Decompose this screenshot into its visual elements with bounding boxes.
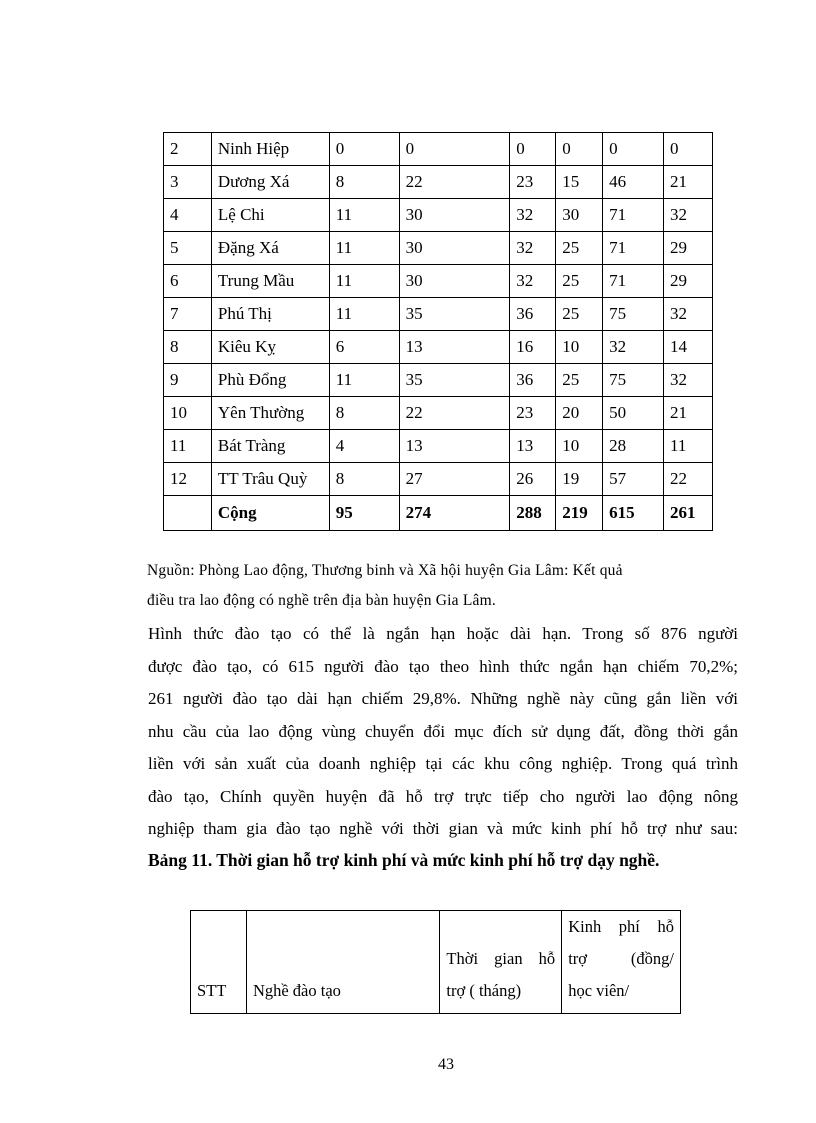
table-cell: Trung Mầu (211, 265, 329, 298)
table-cell: 20 (556, 397, 603, 430)
table-cell: 22 (399, 166, 510, 199)
table-cell: 11 (329, 199, 399, 232)
table-cell: 0 (556, 133, 603, 166)
table-cell: 0 (510, 133, 556, 166)
table-cell: 75 (603, 364, 664, 397)
table-cell: 11 (329, 265, 399, 298)
table-cell: 19 (556, 463, 603, 496)
paragraph-line: đào tạo, Chính quyền huyện đã hỗ trợ trực tiếp cho người lao động nông (148, 787, 738, 806)
table-cell: 71 (603, 265, 664, 298)
table-cell: 5 (164, 232, 212, 265)
table-row (164, 397, 713, 430)
table-row (164, 298, 713, 331)
table-cell: 0 (399, 133, 510, 166)
table-cell: 25 (556, 265, 603, 298)
table-cell: 8 (329, 463, 399, 496)
table-cell (164, 496, 212, 531)
table-row (164, 232, 713, 265)
table-row (164, 430, 713, 463)
table-11-title: Bảng 11. Thời gian hỗ trợ kinh phí và mức kinh phí hỗ trợ dạy nghề. (148, 850, 660, 870)
paragraph-line: được đào tạo, có 615 người đào tạo theo hình thức ngắn hạn chiếm 70,2%; (148, 657, 738, 676)
table-cell: 25 (556, 298, 603, 331)
table-cell: 6 (329, 331, 399, 364)
table-cell: 29 (664, 265, 713, 298)
table-cell: 36 (510, 298, 556, 331)
table-cell: 22 (399, 397, 510, 430)
table-cell: 14 (664, 331, 713, 364)
table-cell: 46 (603, 166, 664, 199)
header-training-occupation: Nghề đào tạo (246, 911, 439, 1014)
table-cell: 23 (510, 397, 556, 430)
table-cell: 0 (603, 133, 664, 166)
table-cell: 30 (399, 265, 510, 298)
table-cell: 32 (510, 199, 556, 232)
table-cell: 274 (399, 496, 510, 531)
table-cell: 0 (664, 133, 713, 166)
table-cell: 13 (510, 430, 556, 463)
labor-training-table (163, 132, 713, 531)
table-cell: 25 (556, 232, 603, 265)
table-cell: 6 (164, 265, 212, 298)
table-cell: 7 (164, 298, 212, 331)
paragraph-line: nhu cầu của lao động vùng chuyển đổi mục đích sử dụng đất, đồng thời gắn (148, 722, 738, 741)
table-cell: 23 (510, 166, 556, 199)
paragraph-line: Hình thức đào tạo có thể là ngắn hạn hoặc dài hạn. Trong số 876 người (148, 624, 738, 643)
table-cell: 4 (164, 199, 212, 232)
table-cell: 0 (329, 133, 399, 166)
table-cell: 75 (603, 298, 664, 331)
table-cell: 21 (664, 397, 713, 430)
table-cell: 32 (664, 199, 713, 232)
table-cell: 11 (329, 364, 399, 397)
table-cell: 8 (329, 166, 399, 199)
table-cell: 32 (664, 298, 713, 331)
table-cell: 21 (664, 166, 713, 199)
table-row (164, 331, 713, 364)
table-cell: 3 (164, 166, 212, 199)
table-cell: Yên Thường (211, 397, 329, 430)
table-row (164, 265, 713, 298)
table-cell: 22 (664, 463, 713, 496)
table-cell: 11 (164, 430, 212, 463)
source-note-line-2: điều tra lao động có nghề trên địa bàn huyện Gia Lâm. (147, 592, 496, 609)
table-cell: 50 (603, 397, 664, 430)
table-cell: 11 (329, 232, 399, 265)
table-cell: 10 (164, 397, 212, 430)
table-header-row (191, 911, 681, 1014)
table-cell: 30 (556, 199, 603, 232)
table-cell: 29 (664, 232, 713, 265)
paragraph-line: liền với sản xuất của doanh nghiệp tại các khu công nghiệp. Trong quá trình (148, 754, 738, 773)
source-note-line-1: Nguồn: Phòng Lao động, Thương binh và Xã hội huyện Gia Lâm: Kết quả (147, 562, 623, 579)
table-cell: 71 (603, 199, 664, 232)
table-cell: Phù Đổng (211, 364, 329, 397)
table-cell: TT Trâu Quỳ (211, 463, 329, 496)
table-cell: 57 (603, 463, 664, 496)
table-cell: Dương Xá (211, 166, 329, 199)
labor-training-table-body (164, 133, 713, 531)
table-cell: 261 (664, 496, 713, 531)
table-cell: Phú Thị (211, 298, 329, 331)
table-cell: 11 (329, 298, 399, 331)
table-cell: Lệ Chi (211, 199, 329, 232)
table-cell: Bát Tràng (211, 430, 329, 463)
table-cell: 26 (510, 463, 556, 496)
table-cell: 4 (329, 430, 399, 463)
table-row (164, 166, 713, 199)
table-cell: 28 (603, 430, 664, 463)
table-cell: 8 (329, 397, 399, 430)
table-cell: Ninh Hiệp (211, 133, 329, 166)
table-cell: 71 (603, 232, 664, 265)
table-cell: Đặng Xá (211, 232, 329, 265)
table-cell: 615 (603, 496, 664, 531)
table-cell: 32 (510, 265, 556, 298)
table-row (164, 364, 713, 397)
table-cell: 11 (664, 430, 713, 463)
support-cost-table (190, 910, 681, 1014)
table-row (164, 199, 713, 232)
header-stt: STT (191, 911, 247, 1014)
table-cell: 10 (556, 430, 603, 463)
table-cell: 12 (164, 463, 212, 496)
table-cell: 36 (510, 364, 556, 397)
table-cell: 10 (556, 331, 603, 364)
header-support-duration: Thời gian hỗ trợ ( tháng) (440, 911, 562, 1014)
page-number: 43 (438, 1056, 454, 1073)
paragraph-line: nghiệp tham gia đào tạo nghề với thời gian và mức kinh phí hỗ trợ như sau: (148, 819, 738, 838)
table-cell: 288 (510, 496, 556, 531)
header-support-cost: Kinh phí hỗ trợ (đồng/ học viên/ (562, 911, 681, 1014)
table-cell: 8 (164, 331, 212, 364)
table-cell: 30 (399, 232, 510, 265)
table-cell: 32 (664, 364, 713, 397)
table-cell: 15 (556, 166, 603, 199)
table-cell: 13 (399, 430, 510, 463)
table-cell: 32 (603, 331, 664, 364)
paragraph-line: 261 người đào tạo dài hạn chiếm 29,8%. Những nghề này cũng gắn liền với (148, 689, 738, 708)
table-cell: 95 (329, 496, 399, 531)
table-cell: 2 (164, 133, 212, 166)
table-cell: 9 (164, 364, 212, 397)
table-row (164, 133, 713, 166)
total-row (164, 496, 713, 531)
table-cell: Cộng (211, 496, 329, 531)
table-cell: Kiêu Kỵ (211, 331, 329, 364)
table-cell: 219 (556, 496, 603, 531)
table-cell: 25 (556, 364, 603, 397)
table-cell: 35 (399, 364, 510, 397)
table-cell: 13 (399, 331, 510, 364)
table-cell: 16 (510, 331, 556, 364)
table-row (164, 463, 713, 496)
table-cell: 32 (510, 232, 556, 265)
table-cell: 35 (399, 298, 510, 331)
table-cell: 30 (399, 199, 510, 232)
table-cell: 27 (399, 463, 510, 496)
